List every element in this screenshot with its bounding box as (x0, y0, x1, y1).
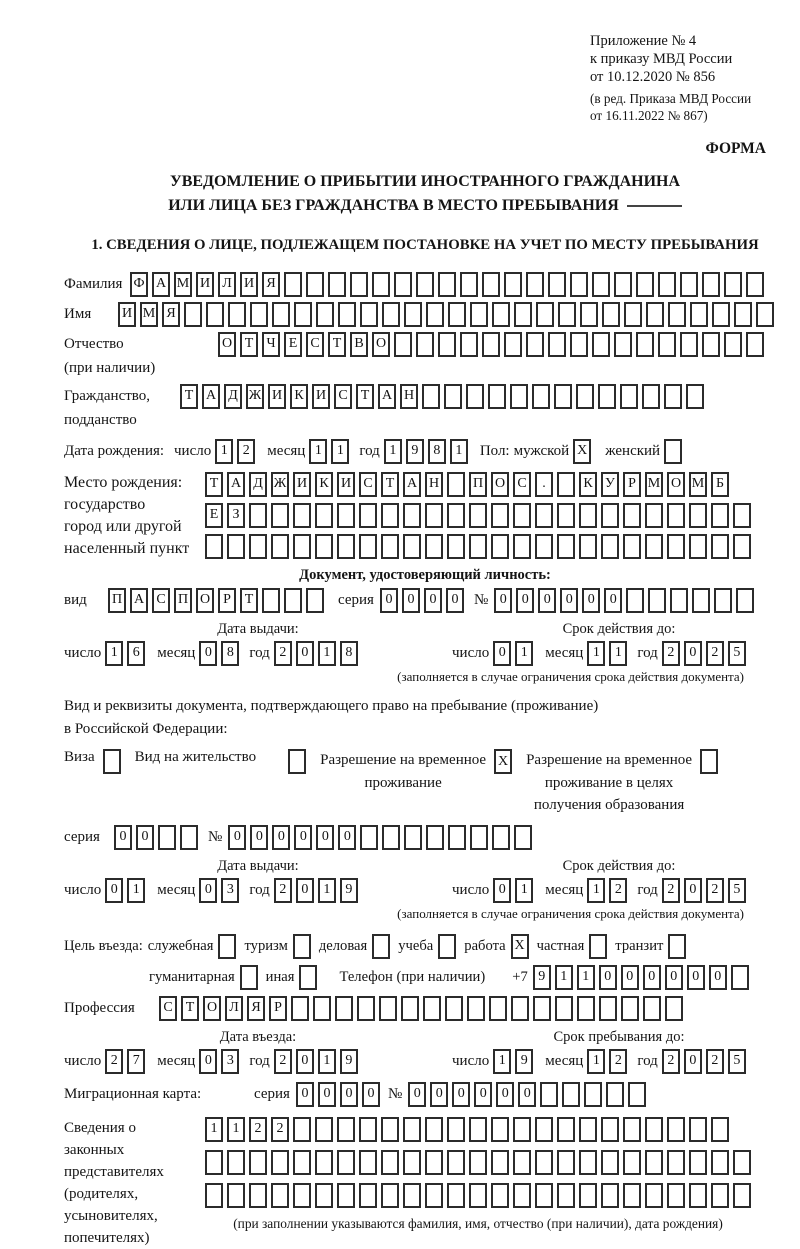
birthplace-row (64, 472, 786, 560)
phone-prefix: +7 (512, 968, 528, 985)
migration-card-label: Миграционная карта: (64, 1085, 202, 1102)
issue-date-title: Дата выдачи: (217, 857, 299, 874)
surname-cells[interactable]: Ф А М И Л И Я (130, 272, 764, 297)
purpose-business-label: деловая (318, 937, 368, 954)
day-label: число (452, 1052, 490, 1069)
temp-residence-edu-checkbox[interactable] (700, 749, 718, 774)
year-label: год (637, 644, 658, 661)
stay-issue-month-cells[interactable]: 0 3 (199, 878, 239, 903)
amendment-line: от 16.11.2022 № 867) (590, 107, 708, 123)
purpose-other-label: иная (265, 968, 295, 985)
representatives-note: (при заполнении указываются фамилия, имя, отчество (при наличии), дата рождения) (233, 1215, 723, 1231)
page-title-line1: УВЕДОМЛЕНИЕ О ПРИБЫТИИ ИНОСТРАННОГО ГРАЖДАНИНА (169, 173, 681, 191)
section1-heading: 1. СВЕДЕНИЯ О ЛИЦЕ, ПОДЛЕЖАЩЕМ ПОСТАНОВКЕ НА УЧЕТ ПО МЕСТУ ПРЕБЫВАНИЯ (91, 236, 759, 253)
phone-label: Телефон (при наличии) (339, 968, 486, 985)
representatives-cells-row1[interactable]: 1 1 2 2 (205, 1117, 751, 1142)
stay-until-month-cells[interactable]: 1 2 (587, 1049, 627, 1074)
amendment-line: (в ред. Приказа МВД России (590, 91, 752, 107)
representatives-row (64, 1117, 786, 1249)
profession-row (64, 996, 786, 1021)
profession-label: Профессия (64, 999, 135, 1016)
page-title-line2-text: ИЛИ ЛИЦА БЕЗ ГРАЖДАНСТВА В МЕСТО ПРЕБЫВАНИЯ (168, 196, 619, 214)
annex-line: к приказу МВД России (590, 51, 733, 68)
year-label: год (637, 1052, 658, 1069)
sex-female-checkbox[interactable] (664, 439, 682, 464)
representatives-label-line: (родителях, (64, 1185, 139, 1202)
birthplace-label: Место рождения: (64, 473, 183, 491)
temp-residence-label-line1: Разрешение на временное (320, 752, 487, 769)
day-label: число (64, 881, 102, 898)
form-label: ФОРМА (705, 140, 766, 158)
birthplace-cells-row3[interactable] (205, 534, 751, 559)
citizenship-label: Гражданство, (64, 387, 151, 404)
stay-valid-day-cells[interactable]: 0 1 (493, 878, 533, 903)
stay-doc-intro (64, 695, 786, 742)
visa-label: Виза (64, 749, 95, 766)
purpose-private-checkbox[interactable] (589, 934, 607, 959)
sex-label: Пол: (479, 442, 510, 459)
stay-until-year-cells[interactable]: 2 0 2 5 (662, 1049, 746, 1074)
purpose-transit-checkbox[interactable] (668, 934, 686, 959)
temp-residence-label-line2: проживание (364, 774, 442, 791)
month-label: месяц (157, 644, 196, 661)
temp-residence-checkbox[interactable]: X (494, 749, 512, 774)
sex-male-label: мужской (513, 442, 570, 459)
year-label: год (249, 644, 270, 661)
purpose-work-label: работа (464, 937, 506, 954)
stay-option-temp-residence-education (526, 749, 718, 817)
stay-series-cells[interactable]: 0 0 (114, 825, 198, 850)
residence-permit-label: Вид на жительство (134, 749, 257, 766)
purpose-official-label: служебная (147, 937, 214, 954)
day-label: число (64, 644, 102, 661)
stay-until-day-cells[interactable]: 1 9 (493, 1049, 533, 1074)
title-underline (627, 205, 682, 207)
surname-label: Фамилия (64, 275, 123, 292)
entry-day-cells[interactable]: 2 7 (105, 1049, 145, 1074)
citizenship-row (64, 384, 786, 431)
issue-month-cells[interactable]: 0 8 (199, 641, 239, 666)
patronymic-cells[interactable]: О Т Ч Е С Т В О (218, 332, 764, 357)
stay-doc-dates (64, 858, 786, 903)
representatives-label-line: попечителях) (64, 1229, 150, 1246)
purpose-business-checkbox[interactable] (372, 934, 390, 959)
day-label: число (174, 442, 212, 459)
entry-date-title: Дата въезда: (219, 1028, 297, 1045)
firstname-cells[interactable]: И М Я (118, 302, 774, 327)
stay-number-cells[interactable]: 0 0 0 0 0 0 (228, 825, 532, 850)
identity-doc-heading: Документ, удостоверяющий личность: (299, 566, 551, 583)
temp-residence-edu-label-line2: проживание в целях (544, 774, 674, 791)
month-label: месяц (545, 1052, 584, 1069)
representatives-label-line: представителях (64, 1163, 164, 1180)
purpose-transit-label: транзит (615, 937, 664, 954)
month-label: месяц (267, 442, 306, 459)
purpose-humanitarian-label: гуманитарная (149, 968, 235, 985)
birthplace-sublabel-city2: населенный пункт (64, 539, 190, 557)
entry-year-cells[interactable]: 2 0 1 9 (274, 1049, 358, 1074)
valid-year-cells[interactable]: 2 0 2 5 (662, 641, 746, 666)
stay-option-residence-permit (135, 749, 306, 774)
month-label: месяц (545, 644, 584, 661)
stay-option-temp-residence (320, 749, 512, 794)
validity-note: (заполняется в случае ограничения срока действия документа) (397, 905, 744, 921)
year-label: год (359, 442, 380, 459)
purpose-official-checkbox[interactable] (218, 934, 236, 959)
representatives-label-line: Сведения о (64, 1119, 136, 1136)
purpose-work-checkbox[interactable]: X (511, 934, 529, 959)
surname-row (64, 272, 786, 297)
purpose-row (64, 934, 786, 959)
issue-year-cells[interactable]: 2 0 1 8 (274, 641, 358, 666)
page-title-line2 (64, 194, 786, 217)
birthplace-sublabel-city1: город или другой (64, 517, 182, 535)
page-title (64, 170, 786, 216)
migration-series-label: серия (254, 1085, 290, 1102)
travel-dates (64, 1029, 786, 1074)
purpose-study-checkbox[interactable] (438, 934, 456, 959)
stay-issue-year-cells[interactable]: 2 0 1 9 (274, 878, 358, 903)
month-label: месяц (157, 1052, 196, 1069)
month-label: месяц (157, 881, 196, 898)
doc-series-cells[interactable]: 0 0 0 0 (380, 588, 464, 613)
stay-issue-day-cells[interactable]: 0 1 (105, 878, 145, 903)
stay-until-title: Срок пребывания до: (553, 1028, 685, 1045)
purpose-humanitarian-checkbox[interactable] (240, 965, 258, 990)
day-label: число (64, 1052, 102, 1069)
doc-number-cells[interactable]: 0 0 0 0 0 0 (494, 588, 754, 613)
representatives-cells-row2[interactable] (205, 1150, 751, 1175)
firstname-label: Имя (64, 305, 92, 322)
phone-cells[interactable]: 9 1 1 0 0 0 0 0 0 (533, 965, 749, 990)
purpose-other-checkbox[interactable] (299, 965, 317, 990)
temp-residence-edu-label-line1: Разрешение на временное (526, 752, 693, 769)
stay-doc-series-row (64, 825, 786, 850)
migration-number-cells[interactable]: 0 0 0 0 0 0 (408, 1082, 646, 1107)
migration-card-row (64, 1082, 786, 1107)
stay-series-label: серия (64, 828, 100, 845)
birthdate-label: Дата рождения: (64, 442, 165, 459)
birthplace-sublabel-state: государство (64, 495, 146, 513)
identity-doc-dates (64, 621, 786, 666)
migration-number-label: № (387, 1085, 403, 1102)
citizenship-cells[interactable]: Т А Д Ж И К И С Т А Н (180, 384, 704, 409)
representatives-cells-row3[interactable] (205, 1183, 751, 1208)
birthplace-cells-row1[interactable]: Т А Д Ж И К И С Т А Н П О С . К У Р М О М Б (205, 472, 751, 497)
citizenship-sublabel: подданство (64, 411, 137, 428)
stay-option-visa (64, 749, 121, 774)
header (64, 32, 786, 124)
stay-doc-options-row (64, 749, 786, 817)
day-label: число (452, 881, 490, 898)
validity-note: (заполняется в случае ограничения срока действия документа) (397, 668, 744, 684)
stay-doc-intro-line2: в Российской Федерации: (64, 721, 228, 737)
stay-doc-intro-line1: Вид и реквизиты документа, подтверждающего право на пребывание (проживание) (64, 697, 599, 714)
birth-month-cells[interactable]: 1 1 (309, 439, 349, 464)
birth-year-cells[interactable]: 1 9 8 1 (384, 439, 468, 464)
valid-month-cells[interactable]: 1 1 (587, 641, 627, 666)
month-label: месяц (545, 881, 584, 898)
valid-day-cells[interactable]: 0 1 (493, 641, 533, 666)
patronymic-label: Отчество (64, 335, 124, 352)
sex-female-label: женский (605, 442, 661, 459)
purpose-tourism-label: туризм (244, 937, 288, 954)
stay-number-label: № (208, 828, 223, 845)
residence-permit-checkbox[interactable] (288, 749, 306, 774)
birth-day-cells[interactable]: 1 2 (215, 439, 255, 464)
issue-day-cells[interactable]: 1 6 (105, 641, 145, 666)
sex-male-checkbox[interactable]: X (573, 439, 591, 464)
temp-residence-edu-label-line3: получения образования (533, 797, 685, 814)
purpose-tourism-checkbox[interactable] (293, 934, 311, 959)
birthdate-row (64, 439, 786, 464)
doc-series-label: серия (338, 591, 374, 608)
year-label: год (249, 881, 270, 898)
profession-cells[interactable]: С Т О Л Я Р (159, 996, 683, 1021)
representatives-label-line: усыновителях, (64, 1207, 158, 1224)
stay-valid-year-cells[interactable]: 2 0 2 5 (662, 878, 746, 903)
year-label: год (249, 1052, 270, 1069)
identity-doc-row (64, 588, 786, 613)
purpose-row2 (64, 965, 786, 990)
visa-checkbox[interactable] (103, 749, 121, 774)
doc-type-cells[interactable]: П А С П О Р Т (108, 588, 324, 613)
annex-line: от 10.12.2020 № 856 (590, 69, 716, 86)
purpose-study-label: учеба (398, 937, 434, 954)
migration-series-cells[interactable]: 0 0 0 0 (296, 1082, 380, 1107)
day-label: число (452, 644, 490, 661)
purpose-private-label: частная (536, 937, 585, 954)
doc-type-label: вид (64, 591, 87, 608)
purpose-label: Цель въезда: (64, 937, 143, 954)
issue-date-title: Дата выдачи: (217, 620, 299, 637)
valid-until-title: Срок действия до: (562, 620, 676, 637)
doc-number-label: № (473, 591, 489, 608)
birthplace-cells-row2[interactable]: Е З (205, 503, 751, 528)
patronymic-row (64, 332, 786, 379)
firstname-row (64, 302, 786, 327)
entry-month-cells[interactable]: 0 3 (199, 1049, 239, 1074)
patronymic-sublabel: (при наличии) (64, 359, 156, 376)
stay-valid-month-cells[interactable]: 1 2 (587, 878, 627, 903)
representatives-label-line: законных (64, 1141, 125, 1158)
valid-until-title: Срок действия до: (562, 857, 676, 874)
year-label: год (637, 881, 658, 898)
annex-line: Приложение № 4 (590, 33, 697, 49)
